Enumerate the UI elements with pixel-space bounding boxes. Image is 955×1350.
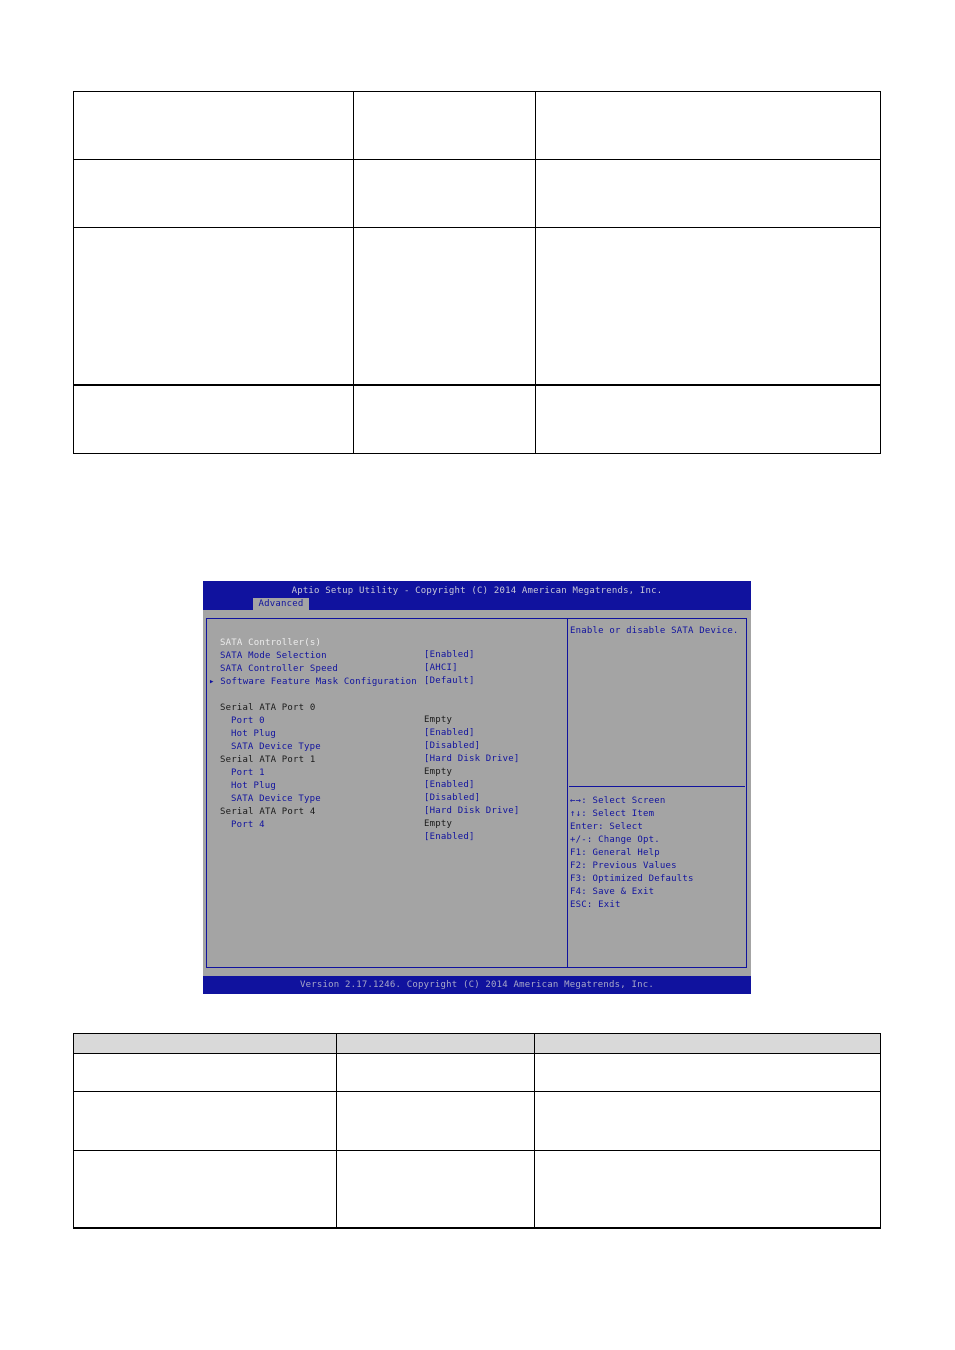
hotkey-select-screen: ←→: Select Screen xyxy=(570,796,666,806)
table-row xyxy=(74,228,881,386)
setting-value: Empty xyxy=(424,767,453,777)
info-serial-ata-port-0 xyxy=(220,690,560,725)
hotkey-exit: ESC: Exit xyxy=(570,900,621,910)
table-row xyxy=(74,1151,881,1229)
setting-label: Hot Plug xyxy=(231,781,276,791)
setting-value: [Hard Disk Drive] xyxy=(424,754,520,764)
setting-value: [AHCI] xyxy=(424,663,458,673)
bios-pane-divider xyxy=(567,618,568,968)
setting-label: SATA Mode Selection xyxy=(220,651,327,661)
bios-footer xyxy=(203,976,751,994)
setting-value: [Enabled] xyxy=(424,832,475,842)
setting-label: SATA Controller Speed xyxy=(220,664,338,674)
table-row xyxy=(74,92,881,160)
setting-label: Serial ATA Port 1 xyxy=(220,755,316,765)
setting-label: Serial ATA Port 4 xyxy=(220,807,316,817)
setting-label: Port 0 xyxy=(231,716,265,726)
top-table xyxy=(73,91,881,454)
setting-label: SATA Device Type xyxy=(231,794,321,804)
help-divider xyxy=(569,786,745,787)
setting-label: Hot Plug xyxy=(231,729,276,739)
bios-title: Aptio Setup Utility - Copyright (C) 2014 American Megatrends, Inc. xyxy=(291,586,663,596)
hotkey-general-help: F1: General Help xyxy=(570,848,660,858)
help-text: Enable or disable SATA Device. xyxy=(570,626,739,636)
hotkey-enter-select: Enter: Select xyxy=(570,822,644,832)
hotkey-change-opt: +/-: Change Opt. xyxy=(570,835,660,845)
bios-screenshot xyxy=(203,581,751,994)
setting-value: [Enabled] xyxy=(424,728,475,738)
hotkey-optimized-defaults: F3: Optimized Defaults xyxy=(570,874,694,884)
setting-label: ▸ Software Feature Mask Configuration xyxy=(209,677,417,687)
setting-label: SATA Controller(s) xyxy=(220,638,322,648)
table-row xyxy=(74,385,881,454)
table-header-row xyxy=(74,1034,881,1054)
setting-value: [Disabled] xyxy=(424,741,481,751)
bottom-table xyxy=(73,1033,881,1229)
setting-value: [Enabled] xyxy=(424,650,475,660)
setting-value: [Hard Disk Drive] xyxy=(424,806,520,816)
bios-title-bar xyxy=(203,581,751,610)
setting-label: SATA Device Type xyxy=(231,742,321,752)
table-row xyxy=(74,1092,881,1151)
setting-value: [Enabled] xyxy=(424,780,475,790)
table-row xyxy=(74,1054,881,1092)
hotkey-select-item: ↑↓: Select Item xyxy=(570,809,655,819)
hotkey-previous-values: F2: Previous Values xyxy=(570,861,677,871)
tab-advanced[interactable]: Advanced xyxy=(253,598,309,610)
table-row xyxy=(74,160,881,228)
bios-version: Version 2.17.1246. Copyright (C) 2014 American Megatrends, Inc. xyxy=(300,980,654,990)
setting-label: Port 1 xyxy=(231,768,265,778)
setting-value: [Disabled] xyxy=(424,793,481,803)
setting-value: Empty xyxy=(424,819,453,829)
setting-label: Serial ATA Port 0 xyxy=(220,703,316,713)
setting-value: [Default] xyxy=(424,676,475,686)
hotkey-save-exit: F4: Save & Exit xyxy=(570,887,655,897)
setting-label: Port 4 xyxy=(231,820,265,830)
setting-value: Empty xyxy=(424,715,453,725)
